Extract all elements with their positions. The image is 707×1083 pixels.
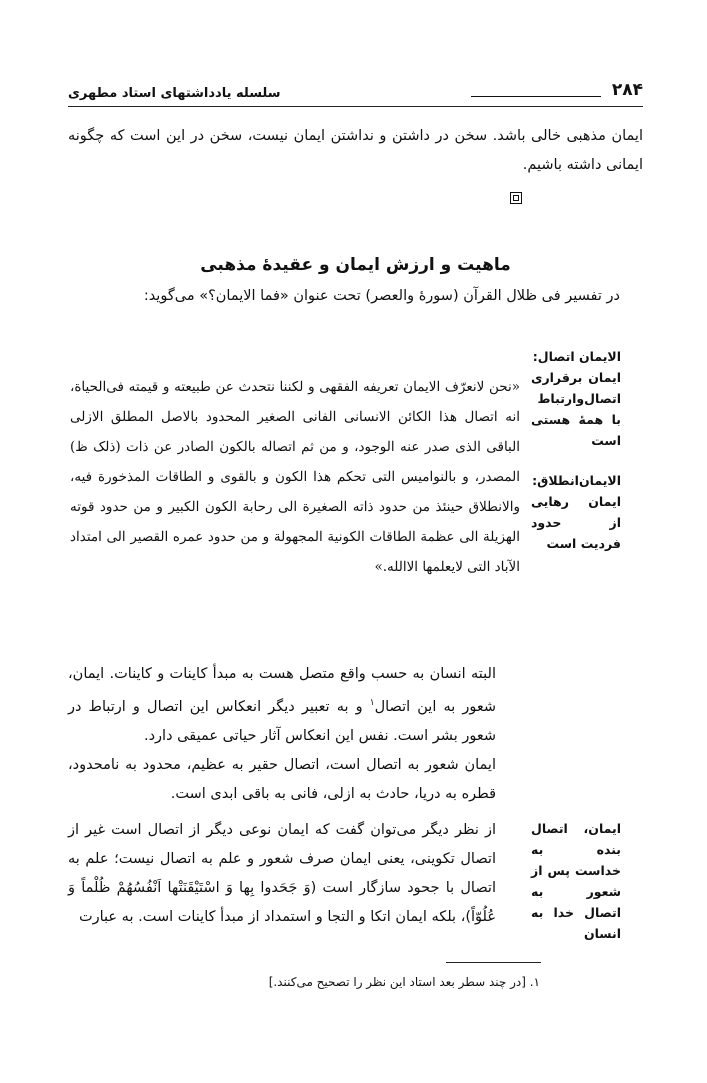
page-number: ۲۸۴ (611, 80, 643, 100)
footnote-reference[interactable]: ۱ (369, 698, 375, 708)
margin-note-text: ایمان برقراری اتصال‌وارتباط با همهٔ هستی است (531, 370, 621, 448)
margin-note-faith-connection (531, 818, 621, 944)
paragraph-text: و به تعبیر دیگر انعکاس این اتصال و ارتباط در شعور بشر است. نفس این انعکاس آثار حیاتی عمیقی دارد. (68, 698, 496, 744)
margin-note-heading: الایمان‌انطلاق: (532, 473, 621, 488)
body-paragraph-connection (68, 660, 520, 809)
body-paragraph-reliance (68, 816, 520, 932)
lead-paragraph: در تفسیر فی ظلال القرآن (سورهٔ والعصر) تحت عنوان «فما الایمان؟» می‌گوید: (143, 288, 620, 304)
paragraph-reality (68, 660, 520, 751)
section-end-mark-icon (510, 192, 522, 204)
margin-note-text: ایمان، اتصال بنده به خداست پس از شعور به اتصال خدا به انسان (531, 821, 621, 941)
footnote: ۱. [در چند سطر بعد استاد این نظر را تصحیح می‌کنند.] (268, 975, 540, 989)
margin-note-liberation (531, 470, 621, 554)
series-title: سلسله یادداشتهای استاد مطهری (68, 86, 281, 101)
paragraph-text: البته انسان به حسب واقع متصل هست به مبدأ کاینات و کاینات. ایمان، شعور به این اتصال (68, 666, 497, 715)
header-divider (68, 106, 643, 107)
section-title: ماهیت و ارزش ایمان و عقیدهٔ مذهبی (200, 255, 511, 275)
intro-paragraph: ایمان مذهبی خالی باشد. سخن در داشتن و نداشتن ایمان نیست، سخن در این است که چگونه ایمانی داشته باشیم. (68, 128, 643, 173)
paragraph-awareness: ایمان شعور به اتصال است، اتصال حقیر به عظیم، محدود به نامحدود، قطره به دریا، حادث به ازلی، فانی به باقی ابدی است. (68, 756, 496, 802)
margin-note-connection (531, 346, 621, 451)
header-dash-rule (471, 96, 601, 97)
arabic-quotation: «نحن لانعرّف الایمان تعریفه الفقهی و لکننا نتحدث عن طبیعته و قیمته فی‌الحیاة، انه اتصال هذا الکائن الانسانی الفانی الصغیر المحدود بالاصل المطلق الازلی الباقی الذی صدر عنه الوجود، و من ثم اتصاله بالکون الصادر عن ذات (ذلک ظ) المصدر، و بالنوامیس التی تحکم هذا الکون و بالقوی و الطاقات المذخورة فیه، والانطلاق حینئذ من حدود ذاته الصغیرة الی رحابة الکون الکبیر و من حدود قوته الهزیلة الی عظمة الطاقات الکونیة المجهولة و من حدود عمره القصیر الی امتداد الآباد التی لایعلمها الاالله.» (70, 379, 520, 575)
footnote-divider (446, 962, 541, 963)
running-header (68, 80, 643, 104)
paragraph-reliance-text: از نظر دیگر می‌توان گفت که ایمان نوعی دیگر از اتصال است غیر از اتصال تکوینی، یعنی ایمان صرف شعور و علم به اتصال نیست؛ علم به اتصال با جحود سازگار است (وَ جَحَدوا بِها وَ اسْتَیْقَنَتْها اَنْفُسُهُمْ ظُلْماً وَ عُلُوّاً)، بلکه ایمان اتکا و التجا و استمداد از مبدأ کاینات است. به عبارت (68, 822, 496, 925)
margin-note-text: ایمان رهایی از حدود فردیت است (531, 494, 621, 551)
margin-note-heading: الایمان اتصال: (532, 349, 621, 364)
